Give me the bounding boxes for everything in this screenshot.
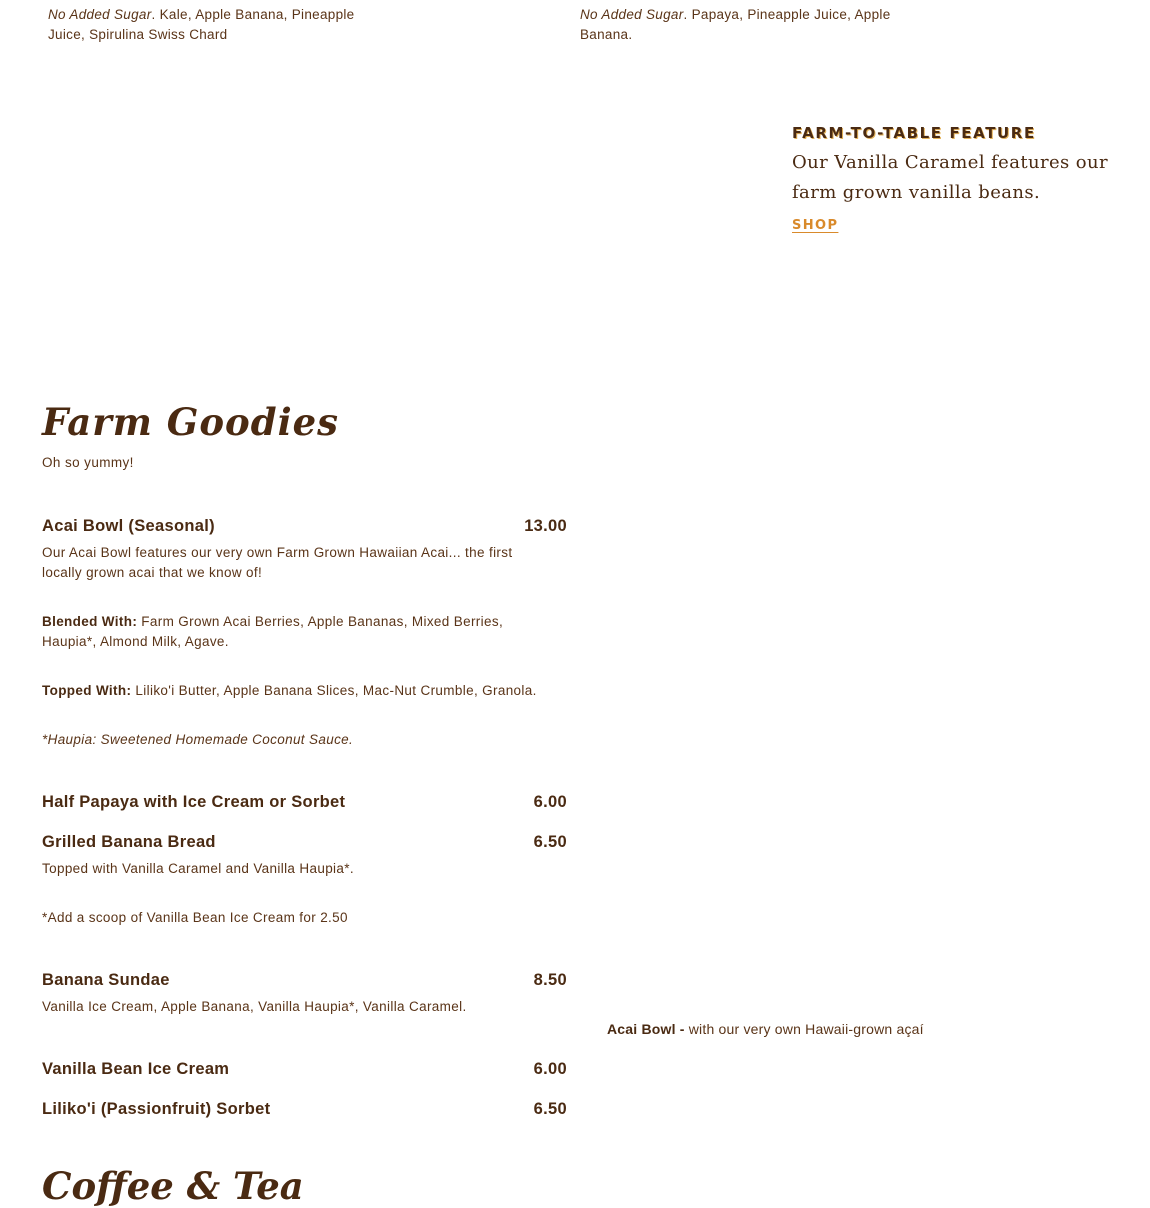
blended-ingredients: Farm Grown Acai Berries, Apple Bananas, Mixed Berries, <box>137 614 504 629</box>
item-name: Vanilla Bean Ice Cream <box>42 1060 230 1078</box>
smoothie-description-right <box>580 5 940 45</box>
smoothie-ingredients-continued: Juice, Spirulina Swiss Chard <box>48 27 228 42</box>
feature-block <box>792 124 1132 234</box>
item-price: 6.50 <box>533 1100 567 1118</box>
menu-item-grilled-banana-bread <box>42 833 567 852</box>
item-description <box>42 543 567 583</box>
item-price: 6.50 <box>533 833 567 851</box>
smoothie-ingredients: . Papaya, Pineapple Juice, Apple <box>683 7 891 22</box>
no-sugar-note: No Added Sugar <box>580 7 684 22</box>
menu-item-vanilla-bean-ice-cream <box>42 1060 567 1079</box>
shop-link-wrap <box>792 216 1132 234</box>
caption-bold: Acai Bowl - <box>607 1021 685 1037</box>
item-price: 13.00 <box>524 517 567 535</box>
item-price: 6.00 <box>533 793 567 811</box>
smoothie-line <box>580 5 940 25</box>
haupia-note: *Haupia: Sweetened Homemade Coconut Sauce. <box>42 732 354 747</box>
topped-ingredients: Liliko'i Butter, Apple Banana Slices, Mac-Nut Crumble, Granola. <box>131 683 537 698</box>
smoothie-ingredients: . Kale, Apple Banana, Pineapple <box>151 7 355 22</box>
blended-with <box>42 612 567 652</box>
topped-label: Topped With: <box>42 683 132 698</box>
menu-item-acai-bowl <box>42 517 567 536</box>
item-name: Grilled Banana Bread <box>42 833 216 851</box>
item-name: Acai Bowl (Seasonal) <box>42 517 215 535</box>
blended-ingredients-continued: Haupia*, Almond Milk, Agave. <box>42 634 229 649</box>
no-sugar-note: No Added Sugar <box>48 7 152 22</box>
item-name: Liliko'i (Passionfruit) Sorbet <box>42 1100 271 1118</box>
image-caption <box>607 1021 924 1037</box>
description-line: Our Acai Bowl features our very own Farm Grown Hawaiian Acai... the first <box>42 545 513 560</box>
blended-label: Blended With: <box>42 614 138 629</box>
feature-text <box>792 148 1132 208</box>
add-scoop-note: *Add a scoop of Vanilla Bean Ice Cream for 2.50 <box>42 910 348 925</box>
feature-text-line: farm grown vanilla beans. <box>792 182 1041 203</box>
shop-link[interactable]: SHOP <box>792 218 839 233</box>
item-description: Topped with Vanilla Caramel and Vanilla Haupia*. <box>42 861 354 876</box>
section-subtitle: Oh so yummy! <box>42 455 134 470</box>
next-section-title: Coffee & Tea <box>42 1164 304 1208</box>
item-description: Vanilla Ice Cream, Apple Banana, Vanilla Haupia*, Vanilla Caramel. <box>42 999 467 1014</box>
blended-line <box>42 612 567 632</box>
menu-item-half-papaya <box>42 793 567 812</box>
item-name: Half Papaya with Ice Cream or Sorbet <box>42 793 346 811</box>
smoothie-ingredients-continued: Banana. <box>580 27 633 42</box>
menu-item-banana-sundae <box>42 971 567 990</box>
section-title: Farm Goodies <box>42 400 339 444</box>
feature-text-line: Our Vanilla Caramel features our <box>792 152 1109 173</box>
menu-item-lilikoi-sorbet <box>42 1100 567 1119</box>
smoothie-description-left <box>48 5 408 45</box>
description-line: locally grown acai that we know of! <box>42 565 263 580</box>
feature-label: FARM-TO-TABLE FEATURE <box>792 124 1036 142</box>
item-price: 6.00 <box>533 1060 567 1078</box>
item-name: Banana Sundae <box>42 971 170 989</box>
caption-text: with our very own Hawaii-grown açaí <box>684 1021 924 1037</box>
item-price: 8.50 <box>533 971 567 989</box>
topped-with <box>42 681 567 701</box>
smoothie-line <box>48 5 408 25</box>
